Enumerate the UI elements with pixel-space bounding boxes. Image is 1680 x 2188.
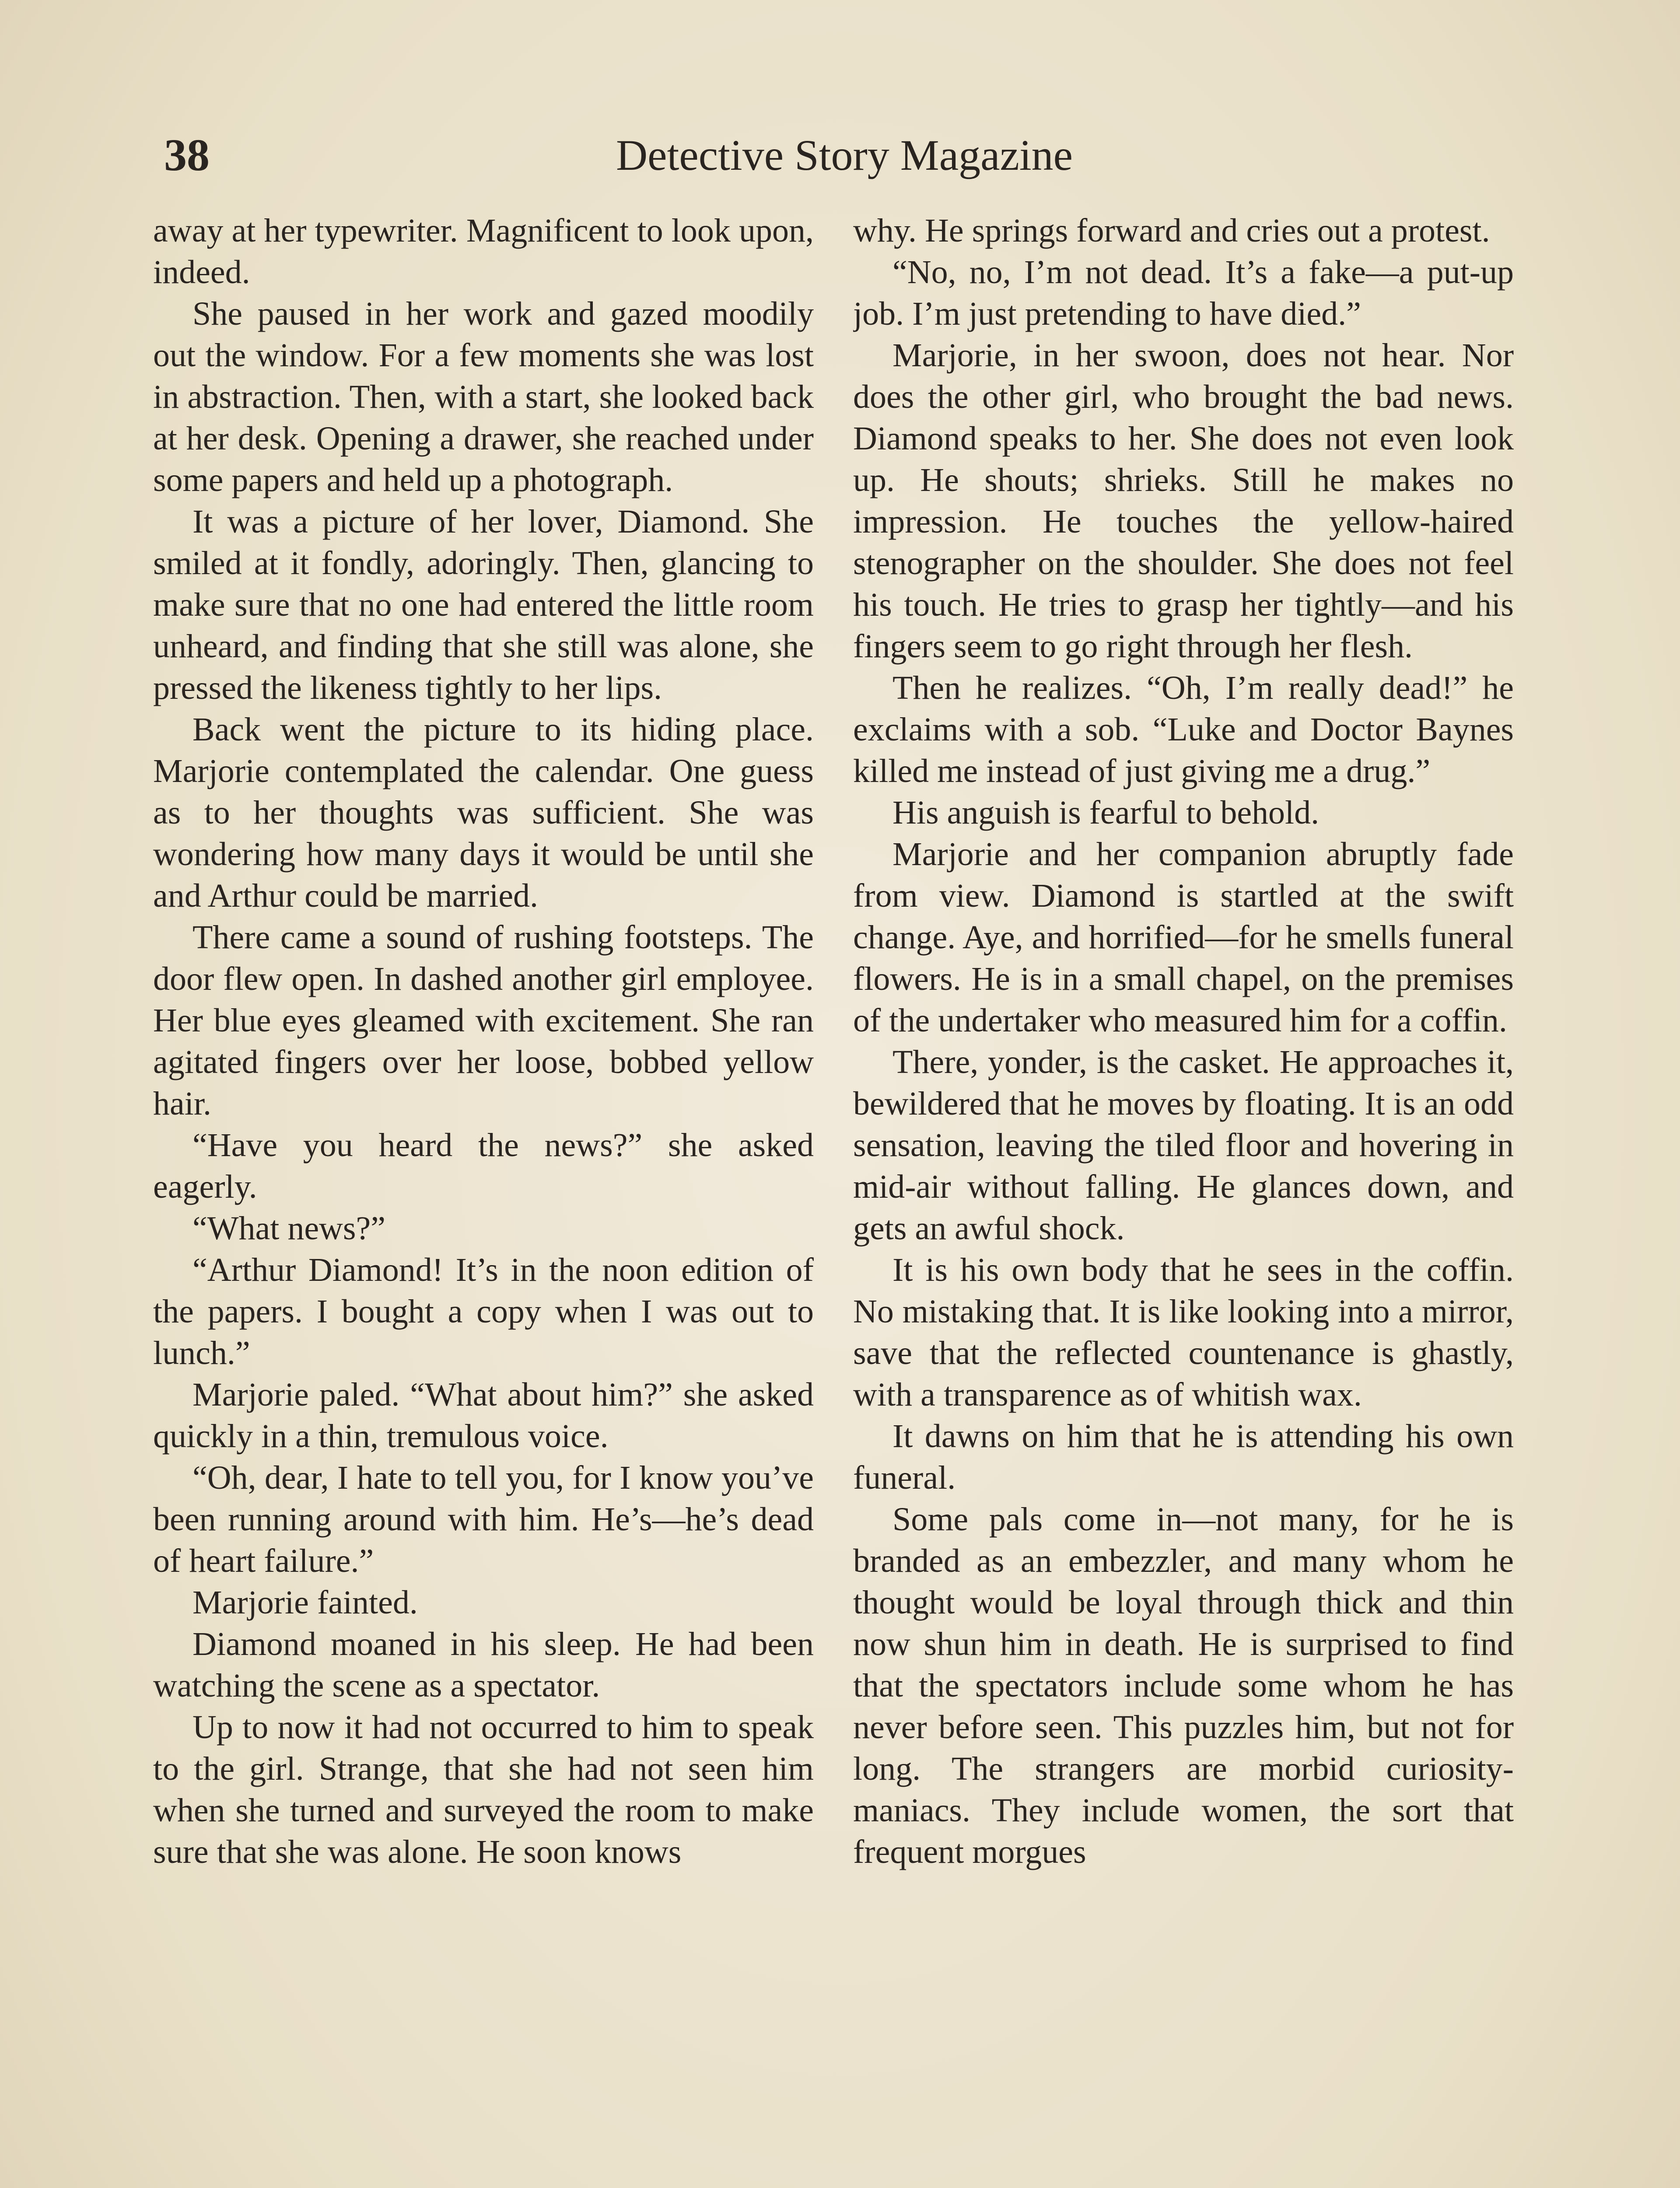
paragraph: Some pals come in—not many, for he is branded as an embezzler, and many whom he thought would be loyal through thick and thin now shun him in death. He is surprised to find that the spectators include some whom he has never before seen. This puzzles him, but not for long. The strangers are morbid curiosity-maniacs. They include women, the sort that frequent morgues: [853, 1501, 1514, 1870]
page-number: 38: [164, 130, 210, 180]
paragraph: His anguish is fearful to behold.: [892, 794, 1320, 831]
right-column: [853, 210, 1514, 2188]
paragraph: “What news?”: [192, 1210, 385, 1247]
paragraph: Marjorie, in her swoon, does not hear. Nor does the other girl, who brought the bad news. Diamond speaks to her. She does not even look up. He shouts; shrieks. Still he makes no impression. He touches the yellow-haired stenographer on the shoulder. She does not feel his touch. He tries to grasp her tightly—and his fingers seem to go right through her flesh.: [853, 337, 1514, 665]
paragraph: There, yonder, is the casket. He approaches it, bewildered that he moves by floating. It is an odd sensation, leaving the tiled floor and hovering in mid-air without falling. He glances down, and gets an awful shock.: [853, 1044, 1514, 1247]
paragraph: It was a picture of her lover, Diamond. She smiled at it fondly, adoringly. Then, glancing to make sure that no one had entered the little room unheard, and finding that she still was alone, she pressed the likeness tightly to her lips.: [153, 503, 814, 706]
paragraph: “Have you heard the news?” she asked eagerly.: [153, 1127, 814, 1205]
left-column: [153, 210, 814, 2188]
page-header: [164, 127, 1525, 184]
paragraph: Marjorie and her companion abruptly fade from view. Diamond is startled at the swift change. Aye, and horrified—for he smells funeral flowers. He is in a small chapel, on the premises of the undertaker who measured him for a coffin.: [853, 836, 1514, 1039]
paragraph: Then he realizes. “Oh, I’m really dead!” he exclaims with a sob. “Luke and Doctor Baynes killed me instead of just giving me a drug.”: [853, 670, 1514, 789]
paragraph: “No, no, I’m not dead. It’s a fake—a put-up job. I’m just pretending to have died.”: [853, 254, 1514, 332]
paragraph: Up to now it had not occurred to him to speak to the girl. Strange, that she had not seen him when she turned and surveyed the room to make sure that she was alone. He soon knows: [153, 1709, 814, 1870]
paragraph: There came a sound of rushing footsteps. The door flew open. In dashed another girl employee. Her blue eyes gleamed with excitement. She ran agitated fingers over her loose, bobbed yellow hair.: [153, 919, 814, 1122]
paragraph: “Arthur Diamond! It’s in the noon edition of the papers. I bought a copy when I was out to lunch.”: [153, 1252, 814, 1371]
paragraph: Back went the picture to its hiding place. Marjorie contemplated the calendar. One guess as to her thoughts was sufficient. She was wondering how many days it would be until she and Arthur could be married.: [153, 711, 814, 914]
paragraph: She paused in her work and gazed moodily out the window. For a few moments she was lost in abstraction. Then, with a start, she looked back at her desk. Opening a drawer, she reached under some papers and held up a photograph.: [153, 295, 814, 498]
running-title: Detective Story Magazine: [616, 131, 1073, 179]
paragraph: “Oh, dear, I hate to tell you, for I know you’ve been running around with him. He’s—he’s dead of heart failure.”: [153, 1459, 814, 1579]
paragraph: why. He springs forward and cries out a protest.: [853, 212, 1490, 249]
paragraph: It dawns on him that he is attending his own funeral.: [853, 1418, 1514, 1496]
paragraph: Diamond moaned in his sleep. He had been watching the scene as a spectator.: [153, 1626, 814, 1704]
paragraph: It is his own body that he sees in the coffin. No mistaking that. It is like looking into a mirror, save that the reflected countenance is ghastly, with a transparence as of whitish wax.: [853, 1252, 1514, 1413]
paragraph: away at her typewriter. Magnificent to look upon, indeed.: [153, 212, 814, 291]
paragraph: Marjorie paled. “What about him?” she asked quickly in a thin, tremulous voice.: [153, 1376, 814, 1455]
paragraph: Marjorie fainted.: [192, 1584, 418, 1621]
